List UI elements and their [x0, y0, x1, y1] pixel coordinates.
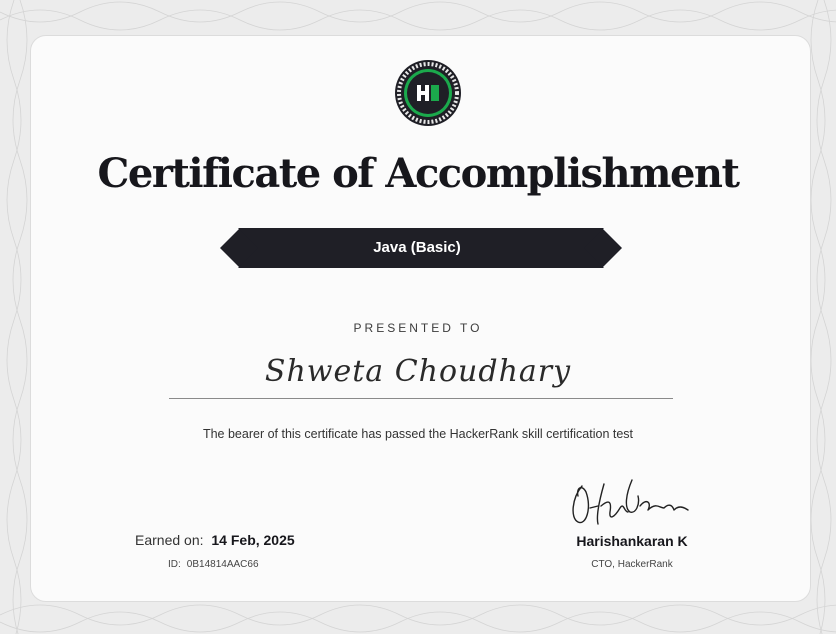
earned-label: Earned on:: [135, 532, 204, 548]
handwritten-signature-icon: [568, 478, 696, 528]
recipient-name: Shweta Choudhary: [264, 354, 572, 389]
hackerrank-logo-icon: [394, 59, 462, 127]
signer-name: Harishankaran K: [576, 533, 688, 549]
certificate-statement: The bearer of this certificate has passed the HackerRank skill certification test: [202, 427, 634, 441]
earned-on: [135, 532, 295, 548]
presented-to-label: PRESENTED TO: [353, 321, 483, 335]
certificate-title: Certificate of Accomplishment: [97, 150, 739, 197]
id-label: ID:: [168, 559, 181, 570]
id-value: 0B14814AAC66: [186, 559, 259, 570]
signer-title: CTO, HackerRank: [591, 559, 673, 570]
skill-name: Java (Basic): [373, 239, 461, 256]
name-underline: [169, 398, 673, 399]
earned-date: 14 Feb, 2025: [211, 532, 295, 548]
certificate-id: [168, 559, 259, 570]
